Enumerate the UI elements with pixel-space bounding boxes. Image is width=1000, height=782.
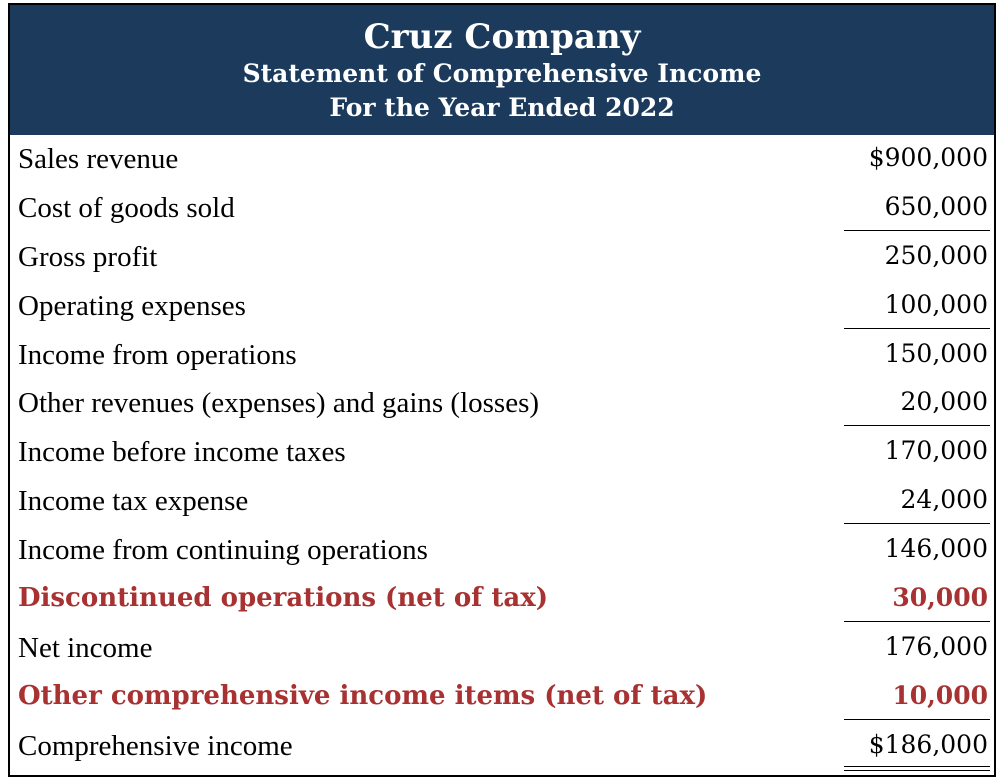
- line-item-label: Other revenues (expenses) and gains (losses): [18, 387, 540, 420]
- line-item-label: Operating expenses: [18, 289, 246, 322]
- double-underline-rule: [844, 766, 990, 771]
- line-item-amount: 650,000: [884, 191, 988, 221]
- line-item-amount: $900,000: [868, 143, 988, 172]
- line-item-label: Gross profit: [18, 240, 158, 273]
- statement-period: For the Year Ended 2022: [329, 93, 675, 122]
- statement-rows: [10, 137, 994, 773]
- line-item-label: Discontinued operations (net of tax): [18, 583, 549, 614]
- line-item-label: Income from continuing operations: [18, 534, 428, 567]
- statement-title: Statement of Comprehensive Income: [242, 59, 762, 88]
- company-name: Cruz Company: [363, 17, 641, 57]
- line-item-amount: 176,000: [884, 631, 988, 661]
- line-item-other-revenues: [10, 381, 994, 430]
- line-item-amount: 150,000: [884, 338, 988, 368]
- underline-rule: [844, 328, 990, 329]
- line-item-amount: 170,000: [884, 436, 988, 466]
- income-statement: [8, 3, 996, 777]
- line-item-operating-expenses: [10, 284, 994, 333]
- line-item-discontinued-operations: [10, 577, 994, 626]
- line-item-amount: 146,000: [884, 534, 988, 564]
- line-item-income-from-operations: [10, 333, 994, 382]
- line-item-label: Comprehensive income: [18, 729, 293, 762]
- line-item-label: Sales revenue: [18, 143, 179, 175]
- underline-rule: [844, 523, 990, 524]
- line-item-label: Cost of goods sold: [18, 191, 235, 224]
- line-item-label: Net income: [18, 631, 153, 664]
- line-item-amount: 30,000: [892, 583, 988, 613]
- statement-header: [10, 5, 994, 135]
- line-item-amount: 10,000: [892, 680, 988, 710]
- line-item-income-before-taxes: [10, 430, 994, 479]
- underline-rule: [844, 719, 990, 720]
- line-item-amount: 24,000: [900, 485, 988, 515]
- line-item-other-comprehensive-income: [10, 675, 994, 724]
- line-item-amount: 100,000: [884, 289, 988, 319]
- line-item-net-income: [10, 626, 994, 675]
- line-item-cost-of-goods-sold: [10, 186, 994, 235]
- underline-rule: [844, 621, 990, 622]
- line-item-label: Income from operations: [18, 338, 297, 371]
- line-item-amount: $186,000: [868, 729, 988, 759]
- underline-rule: [844, 425, 990, 426]
- line-item-gross-profit: [10, 235, 994, 284]
- line-item-amount: 20,000: [900, 387, 988, 417]
- line-item-income-tax-expense: [10, 479, 994, 528]
- line-item-amount: 250,000: [884, 240, 988, 270]
- line-item-label: Other comprehensive income items (net of tax): [18, 680, 708, 711]
- line-item-label: Income tax expense: [18, 485, 249, 518]
- line-item-sales-revenue: [10, 137, 994, 186]
- line-item-label: Income before income taxes: [18, 436, 346, 469]
- underline-rule: [844, 230, 990, 231]
- line-item-income-continuing-operations: [10, 528, 994, 577]
- line-item-comprehensive-income: [10, 724, 994, 773]
